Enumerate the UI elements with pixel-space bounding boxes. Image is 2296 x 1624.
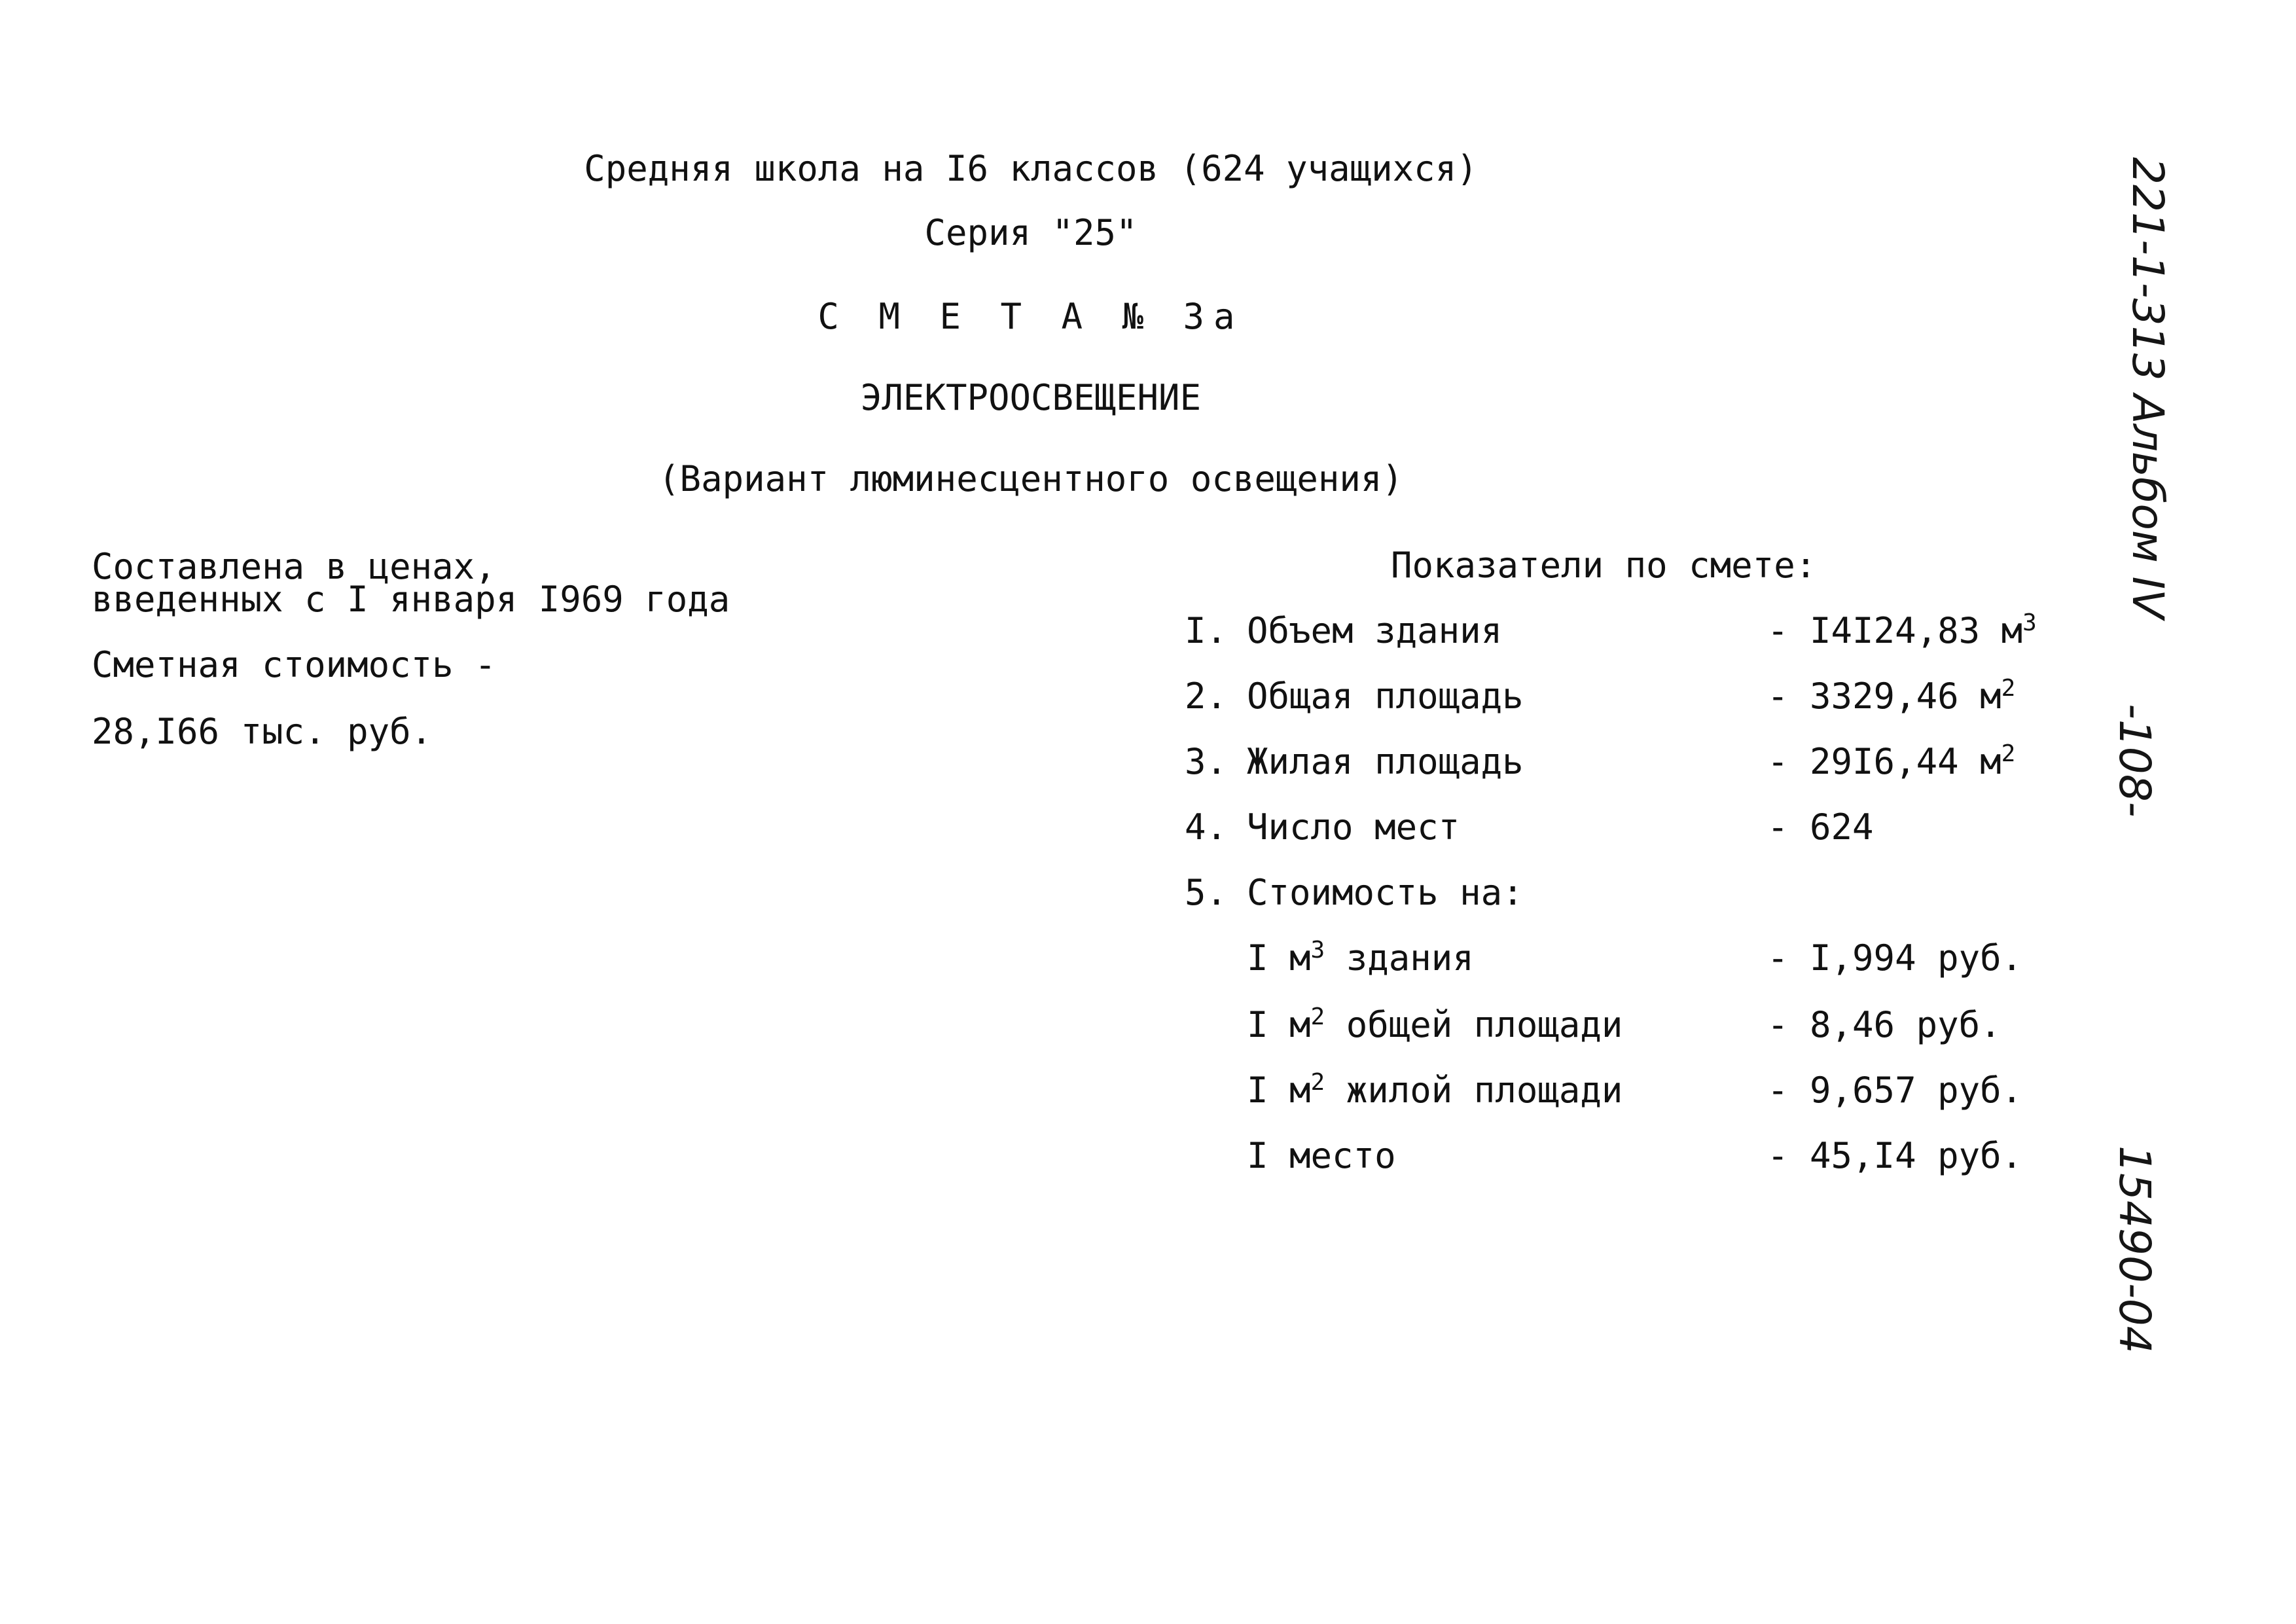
album-reference-handwritten: 221-1-313 Альбом IV: [2123, 157, 2173, 619]
indicator-number: 5.: [1185, 872, 1228, 913]
section-title: ЭЛЕКТРООСВЕЩЕНИЕ: [860, 377, 1202, 418]
cost-per-unit-value: - 45,I4 руб.: [1767, 1135, 2023, 1176]
indicator-number: 2.: [1185, 676, 1228, 717]
compiled-line-2: введенных с I января I969 года: [92, 579, 730, 620]
estimated-cost-label: Сметная стоимость -: [92, 644, 496, 685]
indicator-value: - 29I6,44 $м^2$: [1767, 740, 2016, 782]
cost-per-unit-label: I $м^2$ жилой площади: [1247, 1069, 1623, 1111]
cost-per-unit-value: - I,994 руб.: [1767, 937, 2023, 979]
cost-per-unit-value: - 8,46 руб.: [1767, 1004, 2001, 1045]
indicators-title: Показатели по смете:: [1391, 545, 1817, 586]
indicator-number: 4.: [1185, 806, 1228, 848]
variant-title: (Вариант люминесцентного освещения): [658, 458, 1403, 499]
indicator-label: Стоимость на:: [1247, 872, 1524, 913]
indicator-value: - 624: [1767, 806, 1874, 848]
cost-per-unit-label: I $м^3$ здания: [1247, 937, 1474, 979]
cost-per-unit-label: I место: [1247, 1135, 1396, 1176]
indicator-label: Объем здания: [1247, 610, 1503, 651]
cost-per-unit-label: I $м^2$ общей площади: [1247, 1003, 1623, 1045]
indicator-number: 3.: [1185, 741, 1228, 782]
page-number-handwritten: -108-: [2109, 704, 2160, 818]
indicator-value: - I4I24,83 $м^3$: [1767, 609, 2037, 651]
indicator-number: I.: [1185, 610, 1228, 651]
indicator-label: Жилая площадь: [1247, 741, 1524, 782]
indicator-label: Число мест: [1247, 806, 1460, 848]
document-code-handwritten: 15490-04: [2109, 1146, 2160, 1354]
estimated-cost-value: 28,I66 тыс. руб.: [92, 711, 433, 752]
school-title: Средняя школа на I6 классов (624 учащихся): [584, 148, 1478, 189]
cost-per-unit-value: - 9,657 руб.: [1767, 1070, 2023, 1111]
indicator-value: - 3329,46 $м^2$: [1767, 675, 2016, 717]
indicator-label: Общая площадь: [1247, 676, 1524, 717]
series-title: Серия "25": [924, 212, 1138, 253]
estimate-number: С М Е Т А № 3а: [817, 296, 1244, 337]
compiled-line-1: Составлена в ценах,: [92, 546, 496, 587]
